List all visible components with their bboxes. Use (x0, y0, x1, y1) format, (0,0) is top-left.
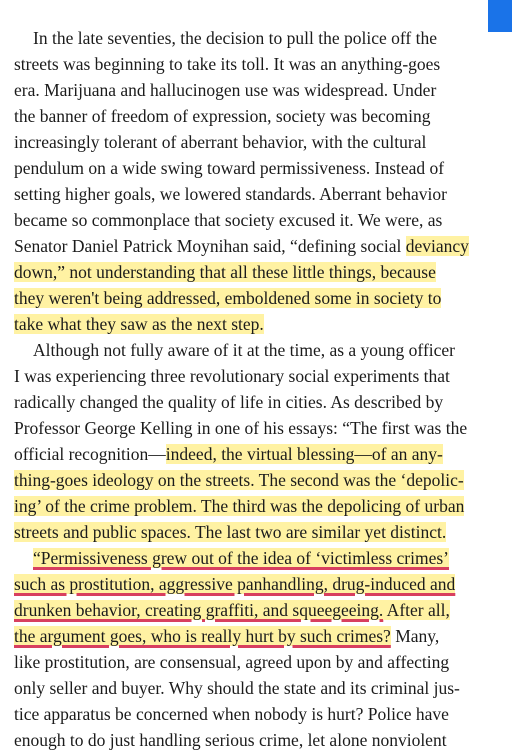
body-text: Although not fully aware of it at the time, as a young officer (33, 340, 455, 360)
body-text: became so commonplace that society excused it. We were, as (14, 210, 443, 230)
text-line (14, 103, 430, 129)
highlighted-text: down,” not understanding that all these little things, because (14, 262, 436, 282)
body-text: enough to do just handling serious crime, let alone nonviolent (14, 730, 447, 750)
text-line (14, 597, 450, 623)
scroll-indicator[interactable] (488, 0, 512, 32)
body-text: radically changed the quality of life in cities. As described by (14, 392, 444, 412)
body-text: streets was beginning to take its toll. It was an anything-goes (14, 54, 441, 74)
text-line (14, 415, 467, 441)
body-text: like prostitution, are consensual, agreed upon by and affecting (14, 652, 450, 672)
highlighted-text: After all, (383, 600, 450, 620)
highlighted-text: streets and public spaces. The last two are similar yet distinct. (14, 522, 447, 542)
body-text: In the late seventies, the decision to pull the police off the (33, 28, 438, 48)
text-line (14, 727, 447, 753)
text-line (14, 389, 443, 415)
body-text: Professor George Kelling in one of his essays: “The first was the (14, 418, 468, 438)
text-line (14, 311, 264, 337)
body-text: setting higher goals, we lowered standards. Aberrant behavior (14, 184, 447, 204)
text-line (14, 363, 450, 389)
body-text: increasingly tolerant of aberrant behavior, with the cultural (14, 132, 427, 152)
body-text: era. Marijuana and hallucinogen use was widespread. Under (14, 80, 437, 100)
text-line (14, 259, 436, 285)
highlighted-text: take what they saw as the next step. (14, 314, 264, 334)
text-line (14, 207, 442, 233)
text-line (14, 623, 439, 649)
highlighted-text: the argument goes, who is really hurt by such crimes? (14, 626, 391, 646)
body-text: the banner of freedom of expression, society was becoming (14, 106, 431, 126)
body-text: only seller and buyer. Why should the state and its criminal jus- (14, 678, 460, 698)
text-line (33, 545, 449, 571)
text-line (14, 51, 440, 77)
text-line (33, 25, 437, 51)
text-line (14, 285, 441, 311)
text-line (14, 493, 464, 519)
body-text: official recognition— (14, 444, 166, 464)
text-line (14, 129, 426, 155)
highlighted-text: such as prostitution, aggressive panhandling, drug-induced and (14, 574, 456, 594)
text-line (33, 337, 455, 363)
body-text: Senator Daniel Patrick Moynihan said, “defining social (14, 236, 406, 256)
text-line (14, 181, 447, 207)
highlighted-text: thing-goes ideology on the streets. The second was the ‘depolic- (14, 470, 464, 490)
text-line (14, 675, 460, 701)
text-line (14, 233, 469, 259)
highlighted-text: indeed, the virtual blessing—of an any- (165, 444, 443, 464)
body-text: tice apparatus be concerned when nobody is hurt? Police have (14, 704, 449, 724)
highlighted-text: deviancy (405, 236, 469, 256)
text-line (14, 155, 444, 181)
text-line (14, 77, 436, 103)
highlighted-text: drunken behavior, creating graffiti, and squeegeeing. (14, 600, 384, 620)
body-text: Many, (390, 626, 440, 646)
highlighted-text: they weren't being addressed, emboldened some in society to (14, 288, 442, 308)
text-line (14, 701, 449, 727)
body-text: I was experiencing three revolutionary social experiments that (14, 366, 450, 386)
text-line (14, 571, 455, 597)
highlighted-text: “Permissiveness grew out of the idea of ‘victimless crimes’ (33, 548, 450, 568)
body-text: pendulum on a wide swing toward permissiveness. Instead of (14, 158, 445, 178)
text-line (14, 441, 443, 467)
highlighted-text: ing’ of the crime problem. The third was the depolicing of urban (14, 496, 465, 516)
text-line (14, 519, 446, 545)
text-line (14, 649, 449, 675)
text-line (14, 467, 464, 493)
